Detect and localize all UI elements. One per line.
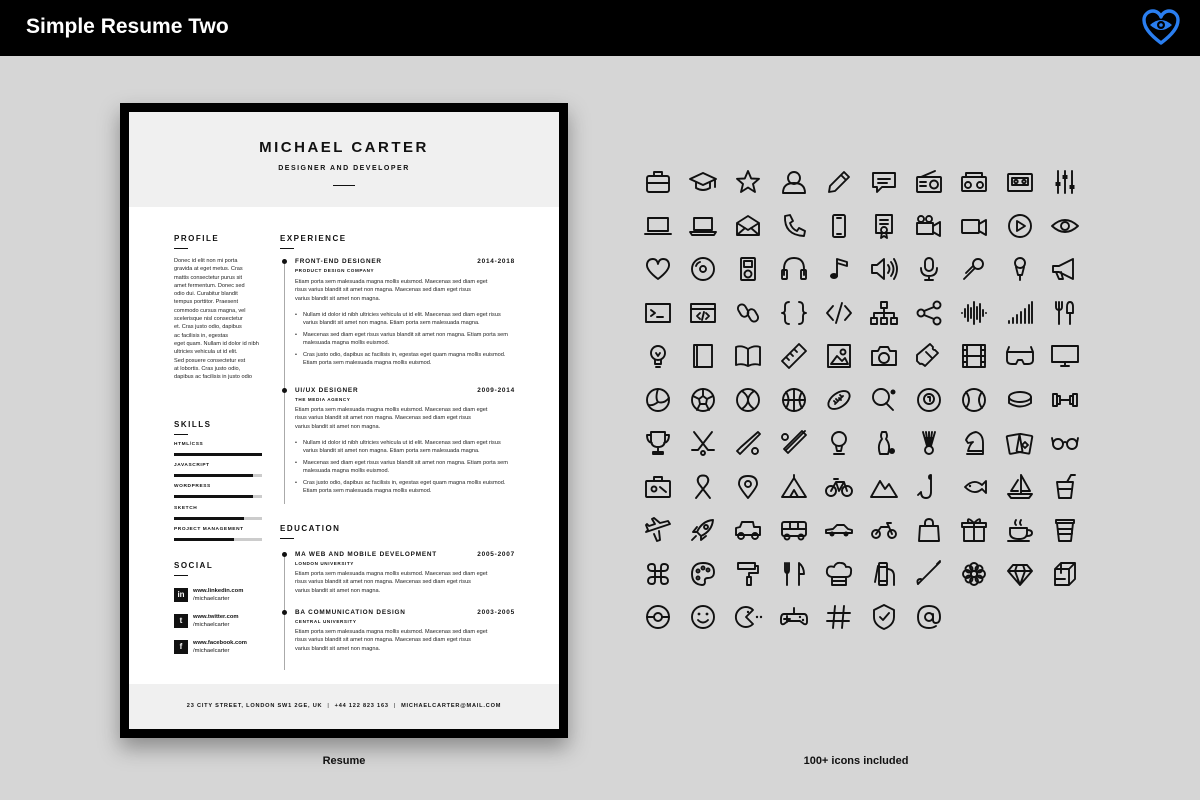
sports-car-icon bbox=[824, 515, 854, 545]
briefcase-icon bbox=[643, 167, 673, 197]
signal-bars-icon bbox=[1005, 298, 1035, 328]
job-dates: 2014-2018 bbox=[477, 258, 515, 265]
at-sign-icon bbox=[914, 602, 944, 632]
hockey-puck-icon bbox=[1005, 385, 1035, 415]
contact-separator: | bbox=[393, 703, 397, 709]
3d-glasses-icon bbox=[1005, 341, 1035, 371]
education-dates: 2003-2005 bbox=[477, 609, 515, 616]
profile-heading-rule bbox=[174, 248, 188, 249]
education-description-line: varius blandit sit amet non magna. bbox=[295, 645, 381, 652]
music-note-icon bbox=[824, 254, 854, 284]
education-description bbox=[295, 628, 517, 653]
skill-bar bbox=[174, 453, 262, 456]
profile-line: Donec id elit non mi porta bbox=[174, 258, 238, 264]
ruler-pencil-icon bbox=[779, 341, 809, 371]
job-company: PRODUCT DESIGN COMPANY bbox=[295, 268, 375, 273]
karaoke-mic-icon bbox=[959, 254, 989, 284]
skill-bar-fill bbox=[174, 495, 253, 498]
macbook-icon bbox=[688, 211, 718, 241]
resume-role: DESIGNER AND DEVELOPER bbox=[278, 165, 410, 172]
shield-icon bbox=[869, 602, 899, 632]
rocket-icon bbox=[688, 515, 718, 545]
terminal-icon bbox=[643, 298, 673, 328]
page-title: Simple Resume Two bbox=[26, 15, 229, 38]
social-link[interactable]: www.facebook.com bbox=[193, 640, 247, 646]
graduation-cap-icon bbox=[688, 167, 718, 197]
social-handle: /michaelcarter bbox=[193, 622, 230, 628]
paint-roller-icon bbox=[733, 559, 763, 589]
education-dates: 2005-2007 bbox=[477, 551, 515, 558]
film-strip-icon bbox=[959, 341, 989, 371]
education-description bbox=[295, 570, 517, 595]
bus-icon bbox=[779, 515, 809, 545]
profile-heading: PROFILE bbox=[174, 234, 220, 243]
education-description-line: risus varius blandit sit amet non magna. Maecenas sed diam eget risus bbox=[295, 579, 471, 586]
education-school: CENTRAL UNIVERSITY bbox=[295, 619, 357, 624]
volleyball-icon bbox=[643, 385, 673, 415]
education-description-line: risus varius blandit sit amet non magna. Maecenas sed diam eget risus bbox=[295, 637, 471, 644]
job-title: FRONT-END DESIGNER bbox=[295, 258, 382, 265]
profile-line: tempus porttitor. Praesent bbox=[174, 299, 239, 306]
hockey-sticks-icon bbox=[688, 428, 718, 458]
job-description-line: varius blandit sit amet non magna. bbox=[295, 423, 381, 430]
lightbulb-icon bbox=[643, 341, 673, 371]
experience-timeline bbox=[284, 264, 285, 504]
social-heading: SOCIAL bbox=[174, 561, 214, 570]
skill-bar-fill bbox=[174, 538, 234, 541]
profile-line: eget quam. Nullam id dolor id nibh bbox=[174, 340, 259, 347]
fish-icon bbox=[959, 472, 989, 502]
map-pin-icon bbox=[733, 472, 763, 502]
camcorder-icon bbox=[959, 211, 989, 241]
dumbbell-icon bbox=[1050, 385, 1080, 415]
tent-icon bbox=[779, 472, 809, 502]
ping-pong-icon bbox=[869, 385, 899, 415]
ticket-icon bbox=[914, 341, 944, 371]
sound-wave-icon bbox=[959, 298, 989, 328]
education-heading-rule bbox=[280, 538, 294, 539]
skill-bar bbox=[174, 517, 262, 520]
contact-email[interactable]: MICHAELCARTER@MAIL.COM bbox=[401, 703, 502, 709]
gamepad-icon bbox=[779, 602, 809, 632]
job-description-line: Etiam porta sem malesuada magna mollis euismod. Maecenas sed diam eget bbox=[295, 407, 488, 413]
icons-caption: 100+ icons included bbox=[803, 755, 909, 767]
eye-icon bbox=[1050, 211, 1080, 241]
experience-heading-rule bbox=[280, 248, 294, 249]
job-description-line: risus varius blandit sit amet non magna. Maecenas sed diam eget risus bbox=[295, 287, 471, 294]
timeline-dot bbox=[282, 259, 287, 264]
bowling-icon bbox=[869, 428, 899, 458]
certificate-icon bbox=[869, 211, 899, 241]
profile-line: amet fermentum. Donec sed bbox=[174, 282, 245, 289]
profile-line: Sed posuere consectetur est bbox=[174, 357, 246, 364]
heart-icon bbox=[643, 254, 673, 284]
profile-line: at lobortis. Cras justo odio, bbox=[174, 365, 241, 372]
education-heading: EDUCATION bbox=[280, 524, 341, 533]
profile-line: mattis consectetur purus sit bbox=[174, 274, 243, 281]
skills-heading: SKILLS bbox=[174, 420, 212, 429]
shopping-bag-icon bbox=[914, 515, 944, 545]
sailboat-icon bbox=[1005, 472, 1035, 502]
education-school: LONDON UNIVERSITY bbox=[295, 561, 354, 566]
contact-line bbox=[129, 703, 559, 709]
skill-bar bbox=[174, 495, 262, 498]
job-bullet: • Cras justo odio, dapibus ac facilisis in, egestas eget quam magna mollis euismod. Etiam porta sem malesuada magna mollis euismod. bbox=[295, 479, 517, 496]
profile-line: scelerisque nisl consectetur bbox=[174, 316, 243, 323]
coffee-cup-icon bbox=[1005, 515, 1035, 545]
book-icon bbox=[688, 341, 718, 371]
soccer-ball-icon bbox=[688, 385, 718, 415]
job-description-line: risus varius blandit sit amet non magna. Maecenas sed diam eget risus bbox=[295, 415, 471, 422]
cassette-icon bbox=[1005, 167, 1035, 197]
linkedin-icon[interactable]: in bbox=[174, 588, 188, 602]
resume-header bbox=[129, 112, 559, 207]
suitcase-icon bbox=[643, 472, 673, 502]
share-icon bbox=[914, 298, 944, 328]
twitter-icon[interactable]: t bbox=[174, 614, 188, 628]
jeep-icon bbox=[733, 515, 763, 545]
profile-line: odio dui. Curabitur blandit bbox=[174, 291, 238, 298]
resume-name: MICHAEL CARTER bbox=[259, 139, 429, 156]
job-bullets bbox=[295, 439, 517, 499]
skill-bar bbox=[174, 538, 262, 541]
tennis-ball-icon bbox=[733, 385, 763, 415]
job-bullet: • Maecenas sed diam eget risus varius blandit sit amet non magna. Etiam porta sem malesuada magna mollis euismod. bbox=[295, 459, 517, 476]
job-title: UI/UX DESIGNER bbox=[295, 387, 359, 394]
sunglasses-icon bbox=[1050, 428, 1080, 458]
timeline-dot bbox=[282, 552, 287, 557]
contact-phone: +44 122 823 163 bbox=[334, 703, 389, 709]
skill-label: WORDPRESS bbox=[174, 484, 211, 489]
radio-icon bbox=[914, 167, 944, 197]
skills-heading-rule bbox=[174, 434, 188, 435]
social-handle: /michaelcarter bbox=[193, 648, 230, 654]
header-divider bbox=[333, 185, 355, 186]
timeline-dot bbox=[282, 610, 287, 615]
takeaway-cup-icon bbox=[1050, 515, 1080, 545]
star-icon bbox=[733, 167, 763, 197]
top-bar bbox=[0, 0, 1200, 56]
profile-line: ac facilisis in, egestas bbox=[174, 332, 229, 339]
sliders-icon bbox=[1050, 167, 1080, 197]
job-description-line: varius blandit sit amet non magna. bbox=[295, 295, 381, 302]
profile-line: dapibus ac facilisis in justo odio bbox=[174, 374, 253, 381]
baseball-icon bbox=[959, 385, 989, 415]
pacman-icon bbox=[733, 602, 763, 632]
hashtag-icon bbox=[824, 602, 854, 632]
job-company: THE MEDIA AGENCY bbox=[295, 397, 351, 402]
play-button-icon bbox=[1005, 211, 1035, 241]
contact-address: 23 CITY STREET, LONDON SW1 2GE, UK bbox=[186, 703, 323, 709]
skill-bar-fill bbox=[174, 474, 253, 477]
video-camera-icon bbox=[914, 211, 944, 241]
diamond-icon bbox=[1005, 559, 1035, 589]
experience-heading: EXPERIENCE bbox=[280, 234, 347, 243]
link-icon bbox=[733, 298, 763, 328]
timeline-dot bbox=[282, 388, 287, 393]
tools-icon bbox=[1050, 298, 1080, 328]
skill-label: PROJECT MANAGEMENT bbox=[174, 527, 244, 532]
profile-line: commodo cursus magna, vel bbox=[174, 307, 246, 314]
playing-cards-icon bbox=[1005, 428, 1035, 458]
education-description-line: Etiam porta sem malesuada magna mollis euismod. Maecenas sed diam eget bbox=[295, 571, 488, 577]
disc-icon bbox=[688, 254, 718, 284]
cricket-icon bbox=[733, 428, 763, 458]
profile-line: gravida at eget metus. Cras bbox=[174, 266, 243, 273]
social-handle: /michaelcarter bbox=[193, 596, 230, 602]
golf-icon bbox=[824, 428, 854, 458]
sitemap-icon bbox=[869, 298, 899, 328]
smiley-icon bbox=[688, 602, 718, 632]
bicycle-icon bbox=[824, 472, 854, 502]
resume-footer bbox=[129, 684, 559, 729]
speaker-icon bbox=[869, 254, 899, 284]
skill-label: HTML/CSS bbox=[174, 442, 204, 447]
basketball-icon bbox=[779, 385, 809, 415]
job-bullet: • Cras justo odio, dapibus ac facilisis in, egestas eget quam magna mollis euismod. Etiam porta sem malesuada magna mollis euismod. bbox=[295, 351, 517, 368]
skill-bar-fill bbox=[174, 517, 244, 520]
pencil-icon bbox=[824, 167, 854, 197]
ribbon-icon bbox=[688, 472, 718, 502]
social-heading-rule bbox=[174, 575, 188, 576]
flower-icon bbox=[959, 559, 989, 589]
cocktail-icon bbox=[1050, 472, 1080, 502]
cutlery-icon bbox=[779, 559, 809, 589]
mountains-icon bbox=[869, 472, 899, 502]
job-dates: 2009-2014 bbox=[477, 387, 515, 394]
motorcycle-icon bbox=[869, 515, 899, 545]
job-description bbox=[295, 406, 517, 431]
heart-eye-logo-icon bbox=[1142, 9, 1180, 47]
job-bullet: • Maecenas sed diam eget risus varius blandit sit amet non magna. Etiam porta sem malesuada magna mollis euismod. bbox=[295, 331, 517, 348]
shuttlecock-icon bbox=[914, 428, 944, 458]
contact-separator: | bbox=[327, 703, 330, 709]
chef-hat-icon bbox=[824, 559, 854, 589]
baseball-bat-icon bbox=[779, 428, 809, 458]
chess-knight-icon bbox=[959, 428, 989, 458]
boombox-icon bbox=[959, 167, 989, 197]
headphones-icon bbox=[779, 254, 809, 284]
command-key-icon bbox=[643, 559, 673, 589]
user-icon bbox=[779, 167, 809, 197]
smartphone-icon bbox=[824, 211, 854, 241]
job-description-line: Etiam porta sem malesuada magna mollis euismod. Maecenas sed diam eget bbox=[295, 279, 488, 285]
profile-text bbox=[174, 257, 266, 381]
phone-icon bbox=[779, 211, 809, 241]
resume-caption: Resume bbox=[322, 755, 366, 767]
cube-icon bbox=[1050, 559, 1080, 589]
fishing-hook-icon bbox=[914, 472, 944, 502]
education-title: MA WEB AND MOBILE DEVELOPMENT bbox=[295, 551, 438, 558]
airplane-icon bbox=[643, 515, 673, 545]
sewing-icon bbox=[869, 559, 899, 589]
job-bullet: • Nullam id dolor id nibh ultricies vehicula ut id elit. Maecenas sed diam eget risus varius blandit sit amet non magna. Etiam porta sem malesuada magna. bbox=[295, 311, 517, 328]
microphone-icon bbox=[914, 254, 944, 284]
trophy-icon bbox=[643, 428, 673, 458]
monitor-icon bbox=[1050, 341, 1080, 371]
braces-icon bbox=[779, 298, 809, 328]
skill-bar-fill bbox=[174, 453, 262, 456]
envelope-icon bbox=[733, 211, 763, 241]
camera-icon bbox=[869, 341, 899, 371]
skill-label: JAVASCRIPT bbox=[174, 463, 210, 468]
education-title: BA COMMUNICATION DESIGN bbox=[295, 609, 406, 616]
ipod-icon bbox=[733, 254, 763, 284]
palette-icon bbox=[688, 559, 718, 589]
education-description-line: varius blandit sit amet non magna. bbox=[295, 587, 381, 594]
job-bullets bbox=[295, 311, 517, 371]
gift-icon bbox=[959, 515, 989, 545]
megaphone-icon bbox=[1050, 254, 1080, 284]
chat-bubble-icon bbox=[869, 167, 899, 197]
code-window-icon bbox=[688, 298, 718, 328]
facebook-icon[interactable]: f bbox=[174, 640, 188, 654]
social-link[interactable]: www.twitter.com bbox=[193, 614, 239, 620]
job-bullet: • Nullam id dolor id nibh ultricies vehicula ut id elit. Maecenas sed diam eget risus varius blandit sit amet non magna. Etiam porta sem malesuada magna. bbox=[295, 439, 517, 456]
job-description bbox=[295, 278, 517, 303]
stage-mic-icon bbox=[1005, 254, 1035, 284]
social-link[interactable]: www.linkedin.com bbox=[193, 588, 244, 594]
resume-frame bbox=[120, 103, 568, 738]
picture-icon bbox=[824, 341, 854, 371]
football-icon bbox=[824, 385, 854, 415]
knitting-icon bbox=[914, 559, 944, 589]
skill-label: SKETCH bbox=[174, 506, 198, 511]
billiard-ball-icon bbox=[914, 385, 944, 415]
pokeball-icon bbox=[643, 602, 673, 632]
laptop-icon bbox=[643, 211, 673, 241]
icon-grid bbox=[630, 164, 1090, 654]
profile-line: et. Cras justo odio, dapibus bbox=[174, 324, 242, 331]
resume-page bbox=[129, 112, 559, 729]
skill-bar bbox=[174, 474, 262, 477]
education-description-line: Etiam porta sem malesuada magna mollis euismod. Maecenas sed diam eget bbox=[295, 629, 488, 635]
open-book-icon bbox=[733, 341, 763, 371]
code-icon bbox=[824, 298, 854, 328]
profile-line: ultricies vehicula ut id elit. bbox=[174, 349, 238, 356]
